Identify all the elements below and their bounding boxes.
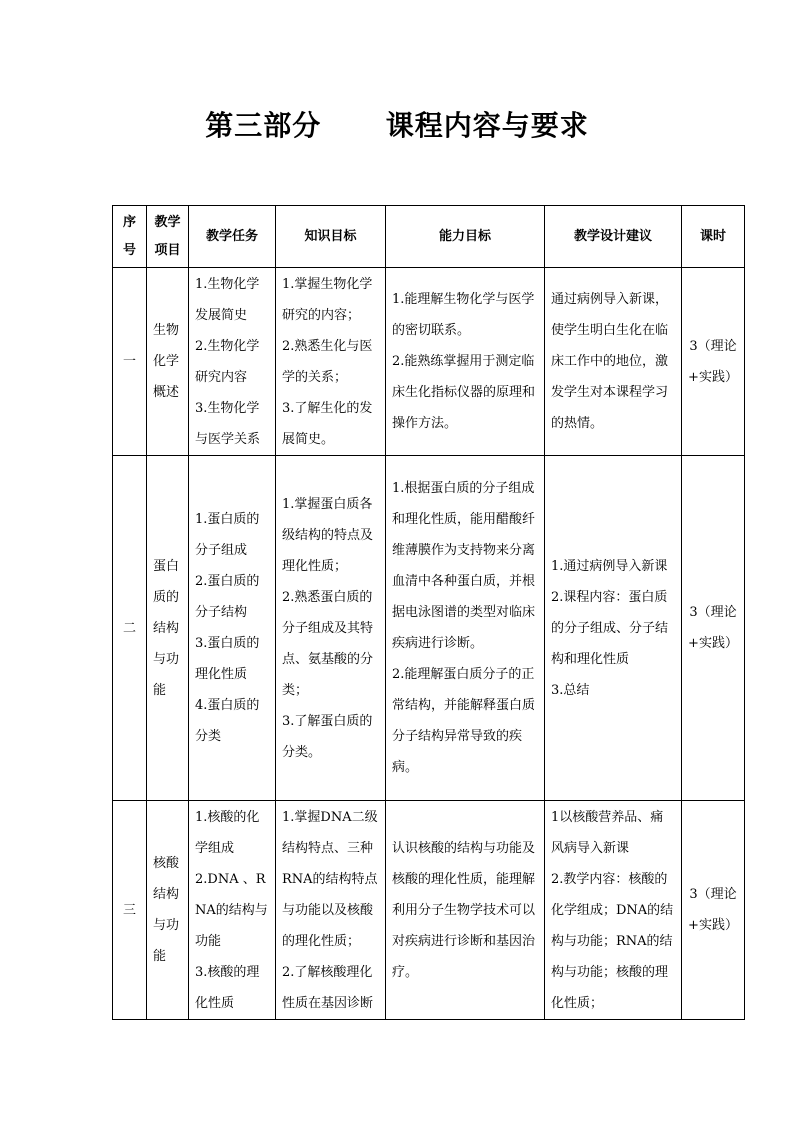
hours-line: 3（理论 — [689, 338, 737, 354]
knowledge-item: 3.了解蛋白质的分类。 — [282, 713, 373, 760]
header-knowledge: 知识目标 — [276, 206, 386, 268]
header-num — [113, 206, 147, 268]
project-line: 生物 — [153, 323, 180, 338]
task-item: 1.生物化学发展简史 — [195, 276, 260, 323]
row-ability — [386, 268, 545, 456]
row-project — [147, 268, 189, 456]
project-line: 结构 — [153, 620, 180, 636]
knowledge-item: 1.掌握蛋白质各级结构的特点及理化性质； — [282, 496, 374, 574]
header-task: 教学任务 — [189, 206, 276, 268]
header-project — [147, 206, 189, 268]
design-item: 3.总结 — [551, 682, 590, 698]
header-ability: 能力目标 — [386, 206, 545, 268]
project-line: 结构 — [153, 887, 180, 902]
project-line: 化学 — [153, 354, 180, 369]
row-num: 三 — [113, 801, 147, 1020]
table-row — [113, 801, 745, 1020]
task-item: 1.蛋白质的分子组成 — [195, 512, 260, 558]
row-knowledge — [276, 268, 386, 456]
design-item: 1.通过病例导入新课 — [551, 558, 668, 574]
row-ability — [386, 801, 545, 1020]
knowledge-item: 2.了解核酸理化性质在基因诊断 — [282, 964, 374, 1011]
project-line: 质的 — [153, 589, 180, 605]
row-hours — [682, 801, 745, 1020]
row-task — [189, 268, 276, 456]
header-hours: 课时 — [682, 206, 745, 268]
task-item: 2.DNA 、RNA的结构与功能 — [195, 871, 268, 949]
header-design: 教学设计建议 — [545, 206, 682, 268]
project-line: 核酸 — [153, 856, 180, 871]
hours-line: +实践） — [688, 636, 738, 651]
row-task — [189, 801, 276, 1020]
knowledge-item: 2.熟悉蛋白质的分子组成及其特点、氨基酸的分类； — [282, 589, 374, 698]
project-line: 蛋白 — [153, 558, 180, 574]
task-item: 3.生物化学与医学关系 — [195, 400, 261, 447]
ability-item: 2.能理解蛋白质分子的正常结构，并能解释蛋白质分子结构异常导致的疾病。 — [392, 667, 536, 775]
project-line: 与功 — [153, 918, 180, 933]
ability-item: 1.能理解生物化学与医学的密切联系。 — [392, 292, 535, 338]
knowledge-item: 3.了解生化的发展简史。 — [282, 400, 373, 447]
task-item: 1.核酸的化学组成 — [195, 809, 260, 856]
row-project — [147, 801, 189, 1020]
header-num-line: 号 — [122, 242, 136, 258]
row-design — [545, 268, 682, 456]
table-row — [113, 456, 745, 801]
ability-item: 1.根据蛋白质的分子组成和理化性质，能用醋酸纤维薄膜作为支持物来分离血清中各种蛋白质，并根据电泳图谱的类型对临床疾病进行诊断。 — [392, 481, 536, 651]
row-task — [189, 456, 276, 801]
task-item: 2.生物化学研究内容 — [195, 338, 260, 385]
project-line: 能 — [153, 949, 167, 964]
header-num-line: 序 — [122, 214, 136, 230]
project-line: 与功 — [153, 651, 180, 667]
row-ability — [386, 456, 545, 801]
ability-item: 认识核酸的结构与功能及核酸的理化性质，能理解利用分子生物学技术可以对疾病进行诊断和基因治疗。 — [392, 840, 536, 980]
course-content-table — [112, 205, 745, 1020]
knowledge-item: 1.掌握DNA二级结构特点、三种RNA的结构特点与功能以及核酸的理化性质； — [282, 809, 378, 949]
knowledge-item: 2.熟悉生化与医学的关系； — [282, 338, 373, 385]
row-hours — [682, 268, 745, 456]
task-item: 2.蛋白质的分子结构 — [195, 574, 260, 620]
project-line: 概述 — [153, 385, 180, 400]
design-item: 1以核酸营养品、痛风病导入新课 — [551, 809, 664, 856]
table-row — [113, 268, 745, 456]
row-num: 一 — [113, 268, 147, 456]
task-item: 3.蛋白质的理化性质 — [195, 636, 260, 682]
design-item: 2.课程内容：蛋白质的分子组成、分子结构和理化性质 — [551, 589, 669, 667]
hours-line: 3（理论 — [689, 887, 737, 902]
header-project-line: 项目 — [154, 242, 181, 258]
row-design — [545, 801, 682, 1020]
design-item: 2.教学内容：核酸的化学组成；DNA的结构与功能；RNA的结构与功能；核酸的理化性质； — [551, 871, 674, 1011]
row-hours — [682, 456, 745, 801]
hours-line: +实践） — [688, 369, 738, 385]
task-item: 3.核酸的理化性质 — [195, 964, 260, 1011]
task-item: 4.蛋白质的分类 — [195, 698, 260, 744]
row-knowledge — [276, 801, 386, 1020]
design-item: 通过病例导入新课，使学生明白生化在临床工作中的地位，激发学生对本课程学习的热情。 — [551, 292, 669, 431]
table-header-row — [113, 206, 745, 268]
header-project-line: 教学 — [154, 214, 181, 230]
row-project — [147, 456, 189, 801]
project-line: 能 — [153, 682, 167, 698]
row-knowledge — [276, 456, 386, 801]
row-design — [545, 456, 682, 801]
row-num: 二 — [113, 456, 147, 801]
hours-line: 3（理论 — [689, 605, 737, 620]
hours-line: +实践） — [688, 918, 738, 933]
page-title: 第三部分 课程内容与要求 — [205, 109, 589, 142]
ability-item: 2.能熟练掌握用于测定临床生化指标仪器的原理和操作方法。 — [392, 354, 536, 431]
knowledge-item: 1.掌握生物化学研究的内容； — [282, 276, 373, 323]
